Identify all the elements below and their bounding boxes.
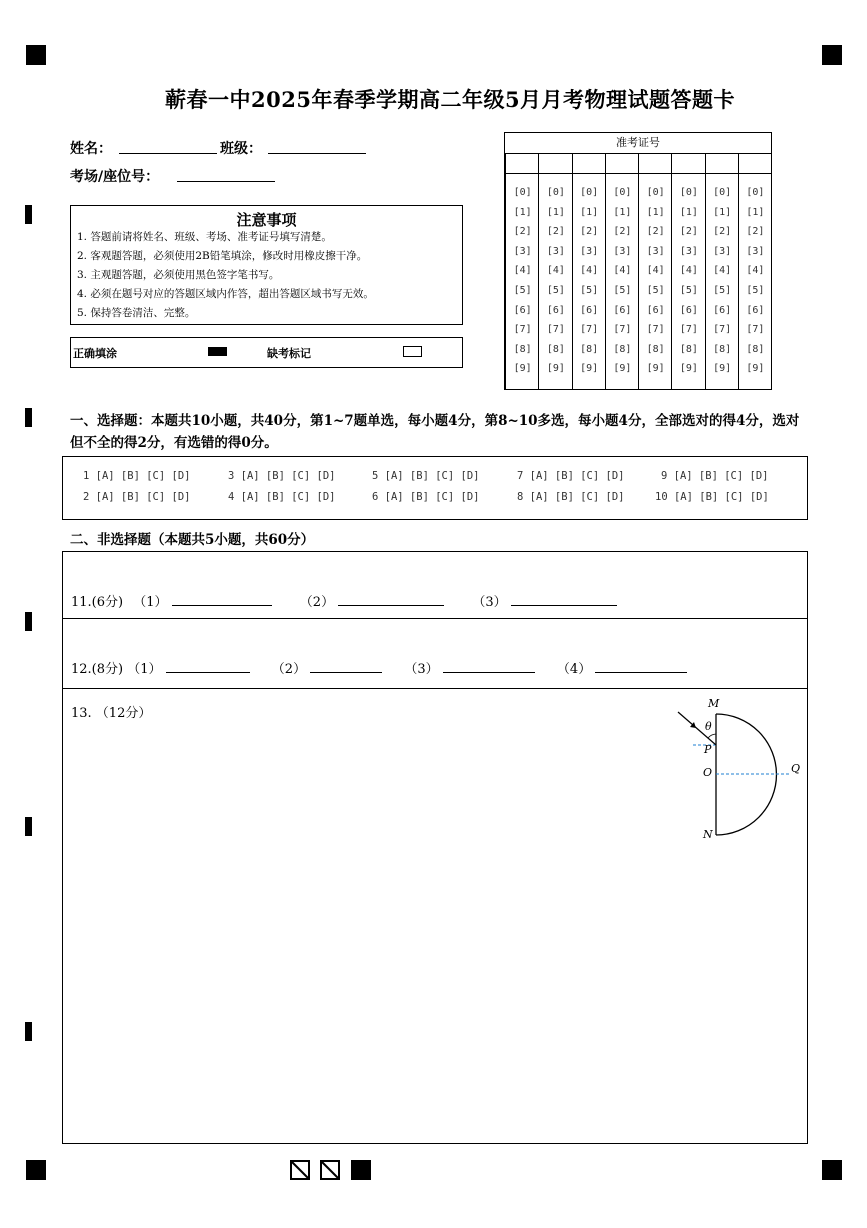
- choice-question[interactable]: 6 [A] [B] [C] [D]: [372, 491, 480, 503]
- absent-mark-label: 缺考标记: [267, 347, 311, 360]
- exam-id-digit-bubble[interactable]: [3]: [613, 245, 632, 257]
- exam-id-digit-bubble[interactable]: [8]: [513, 343, 532, 355]
- exam-id-digit-bubble[interactable]: [7]: [580, 324, 599, 336]
- exam-id-write-cell[interactable]: [539, 153, 572, 174]
- exam-id-digit-bubble[interactable]: [4]: [646, 265, 665, 277]
- exam-id-digit-bubble[interactable]: [1]: [746, 206, 765, 218]
- exam-id-column: [572, 153, 606, 389]
- exam-id-column: [638, 153, 672, 389]
- corner-marker-bottom-right: [822, 1160, 842, 1180]
- q11-blank-3[interactable]: [511, 592, 617, 606]
- timing-bar: [25, 612, 32, 631]
- exam-id-digit-bubble[interactable]: [4]: [513, 265, 532, 277]
- exam-id-digit-bubble[interactable]: [6]: [679, 304, 698, 316]
- name-label: 姓名：: [70, 141, 112, 157]
- exam-id-digit-bubble[interactable]: [8]: [746, 343, 765, 355]
- exam-id-digit-bubble[interactable]: [2]: [613, 226, 632, 238]
- notice-list: [77, 228, 374, 323]
- exam-id-digit-bubble[interactable]: [9]: [679, 363, 698, 375]
- page-title: 蕲春一中2025年春季学期高二年级5月月考物理试题答题卡: [165, 87, 736, 112]
- exam-id-digit-bubble[interactable]: [3]: [646, 245, 665, 257]
- exam-id-digit-bubble[interactable]: [8]: [713, 343, 732, 355]
- exam-id-digit-bubble[interactable]: [8]: [546, 343, 565, 355]
- exam-id-digit-bubble[interactable]: [2]: [513, 226, 532, 238]
- exam-id-digit-bubble[interactable]: [6]: [746, 304, 765, 316]
- exam-id-digit-bubble[interactable]: [5]: [513, 285, 532, 296]
- q13-answer-space[interactable]: [71, 722, 651, 1132]
- exam-id-write-cell[interactable]: [672, 153, 705, 174]
- exam-id-write-cell[interactable]: [506, 153, 539, 174]
- exam-id-digit-bubble[interactable]: [2]: [580, 226, 599, 238]
- exam-id-digit-bubble[interactable]: [8]: [580, 343, 599, 355]
- exam-id-digit-bubble[interactable]: [6]: [613, 304, 632, 316]
- exam-id-digit-bubble[interactable]: [7]: [546, 324, 565, 336]
- exam-id-write-cell[interactable]: [573, 153, 606, 174]
- q12-blank-1[interactable]: [166, 659, 250, 673]
- exam-id-digit-bubble[interactable]: [0]: [580, 187, 599, 198]
- exam-id-digit-bubble[interactable]: [4]: [580, 265, 599, 277]
- exam-id-digit-bubble[interactable]: [7]: [713, 324, 732, 336]
- exam-id-digit-bubble[interactable]: [3]: [580, 245, 599, 257]
- choice-question[interactable]: 4 [A] [B] [C] [D]: [228, 491, 336, 503]
- corner-marker-bottom-left: [26, 1160, 46, 1180]
- exam-id-digit-bubble[interactable]: [9]: [546, 363, 565, 375]
- exam-id-header: 准考证号: [505, 133, 771, 154]
- absent-mark-box[interactable]: [403, 346, 422, 357]
- timing-bar: [25, 408, 32, 427]
- divider: [63, 688, 807, 689]
- exam-id-digit-bubble[interactable]: [8]: [679, 343, 698, 355]
- label-O: O: [703, 766, 713, 779]
- exam-id-write-cell[interactable]: [639, 153, 672, 174]
- exam-id-digit-bubble[interactable]: [9]: [746, 363, 765, 375]
- q13-label: 13. （12分）: [71, 706, 152, 721]
- seat-field[interactable]: [177, 181, 275, 182]
- exam-id-digit-bubble[interactable]: [6]: [546, 304, 565, 316]
- class-field[interactable]: [268, 153, 366, 154]
- exam-id-grid: [504, 132, 772, 390]
- exam-id-digit-bubble[interactable]: [0]: [613, 187, 632, 198]
- exam-id-column: [671, 153, 705, 389]
- choice-question[interactable]: 2 [A] [B] [C] [D]: [83, 491, 191, 503]
- q11-part-label: （1）: [133, 595, 168, 610]
- exam-id-digit-bubble[interactable]: [0]: [679, 187, 698, 198]
- exam-id-digit-bubble[interactable]: [2]: [746, 226, 765, 238]
- semicircle-diagram: [663, 692, 803, 842]
- exam-id-digit-bubble[interactable]: [2]: [546, 226, 565, 238]
- q12-part-label: （4）: [556, 662, 592, 677]
- exam-id-digit-bubble[interactable]: [5]: [546, 285, 565, 296]
- exam-id-digit-bubble[interactable]: [1]: [613, 206, 632, 218]
- q12-blank-3[interactable]: [443, 659, 535, 673]
- timing-bar: [25, 205, 32, 224]
- q12-blank-4[interactable]: [595, 659, 687, 673]
- exam-id-digit-bubble[interactable]: [1]: [513, 206, 532, 218]
- notice-item: 5. 保持答卷清洁、完整。: [77, 307, 196, 319]
- corner-marker-top-right: [822, 45, 842, 65]
- exam-id-digit-bubble[interactable]: [3]: [679, 245, 698, 257]
- exam-id-digit-bubble[interactable]: [9]: [646, 363, 665, 375]
- notice-heading: 注意事项: [236, 211, 297, 229]
- exam-id-digit-bubble[interactable]: [4]: [713, 265, 732, 277]
- q12-part-label: （2）: [271, 662, 307, 677]
- label-N: N: [703, 828, 713, 841]
- q11-label: 11.(6分): [71, 595, 124, 610]
- exam-id-digit-bubble[interactable]: [6]: [580, 304, 599, 316]
- exam-id-digit-bubble[interactable]: [0]: [546, 187, 565, 198]
- exam-id-digit-bubble[interactable]: [6]: [646, 304, 665, 316]
- exam-id-digit-bubble[interactable]: [3]: [546, 245, 565, 257]
- exam-id-digit-bubble[interactable]: [5]: [746, 285, 765, 296]
- exam-id-digit-bubble[interactable]: [5]: [713, 285, 732, 296]
- exam-id-digit-bubble[interactable]: [6]: [513, 304, 532, 316]
- choice-question[interactable]: 1 [A] [B] [C] [D]: [83, 470, 191, 482]
- notice-box: [70, 205, 463, 325]
- exam-id-column: [605, 153, 639, 389]
- divider: [63, 618, 807, 619]
- exam-id-digit-bubble[interactable]: [5]: [613, 285, 632, 296]
- exam-id-write-cell[interactable]: [706, 153, 739, 174]
- label-P: P: [704, 743, 712, 756]
- exam-id-digit-bubble[interactable]: [4]: [613, 265, 632, 277]
- q12-label: 12.(8分): [71, 662, 124, 677]
- exam-id-digit-bubble[interactable]: [4]: [746, 265, 765, 277]
- exam-id-digit-bubble[interactable]: [7]: [679, 324, 698, 336]
- notice-item: 2. 客观题答题，必须使用2B铅笔填涂，修改时用橡皮擦干净。: [77, 250, 368, 262]
- question-12: [71, 658, 687, 677]
- exam-id-digit-bubble[interactable]: [9]: [613, 363, 632, 375]
- fill-legend: [70, 337, 463, 368]
- notice-item: 1. 答题前请将姓名、班级、考场、准考证号填写清楚。: [77, 231, 332, 243]
- timing-bar: [25, 1022, 32, 1041]
- exam-id-digit-bubble[interactable]: [1]: [679, 206, 698, 218]
- timing-bar: [25, 817, 32, 836]
- exam-id-digit-bubble[interactable]: [2]: [713, 226, 732, 238]
- exam-id-column: [505, 153, 539, 389]
- q12-part-label: （1）: [127, 662, 162, 677]
- exam-id-digit-bubble[interactable]: [0]: [513, 187, 532, 198]
- q11-part-label: （2）: [299, 595, 335, 610]
- notice-item: 4. 必须在题号对应的答题区域内作答，超出答题区域书写无效。: [77, 288, 374, 300]
- label-M: M: [708, 697, 720, 710]
- answer-area: [62, 551, 808, 1144]
- exam-id-digit-bubble[interactable]: [4]: [546, 265, 565, 277]
- exam-id-digit-bubble[interactable]: [3]: [746, 245, 765, 257]
- name-field[interactable]: [119, 153, 217, 154]
- q11-part-label: （3）: [472, 595, 507, 610]
- exam-id-digit-bubble[interactable]: [1]: [713, 206, 732, 218]
- page-code-marks: [290, 1160, 374, 1182]
- choice-question[interactable]: 5 [A] [B] [C] [D]: [372, 470, 480, 482]
- exam-id-digit-bubble[interactable]: [8]: [613, 343, 632, 355]
- exam-id-digit-bubble[interactable]: [9]: [513, 363, 532, 375]
- exam-id-digit-bubble[interactable]: [1]: [580, 206, 599, 218]
- exam-id-digit-bubble[interactable]: [2]: [679, 226, 698, 238]
- choice-question[interactable]: 3 [A] [B] [C] [D]: [228, 470, 336, 482]
- exam-id-digit-bubble[interactable]: [5]: [679, 285, 698, 296]
- exam-id-digit-bubble[interactable]: [1]: [646, 206, 665, 218]
- q12-blank-2[interactable]: [310, 659, 382, 673]
- label-theta: θ: [705, 720, 712, 733]
- exam-id-digit-bubble[interactable]: [8]: [646, 343, 665, 355]
- exam-id-column: [705, 153, 739, 389]
- exam-id-digit-bubble[interactable]: [6]: [713, 304, 732, 316]
- q11-blank-1[interactable]: [172, 592, 272, 606]
- choice-grid: [62, 456, 808, 520]
- exam-id-write-cell[interactable]: [606, 153, 639, 174]
- notice-item: 3. 主观题答题，必须使用黑色签字笔书写。: [77, 269, 280, 281]
- exam-id-digit-bubble[interactable]: [7]: [746, 324, 765, 336]
- exam-id-digit-bubble[interactable]: [7]: [646, 324, 665, 336]
- q11-blank-2[interactable]: [338, 592, 444, 606]
- section1-heading: 一、选择题：本题共10小题，共40分，第1~7题单选，每小题4分，第8~10多选，每小题4分，全部选对的得4分，选对但不全的得2分，有选错的得0分。: [70, 413, 800, 451]
- correct-fill-sample: [208, 347, 227, 356]
- choice-question[interactable]: 9 [A] [B] [C] [D]: [661, 470, 769, 482]
- exam-id-digit-bubble[interactable]: [0]: [646, 187, 665, 198]
- exam-id-digit-bubble[interactable]: [7]: [613, 324, 632, 336]
- class-label: 班级：: [220, 141, 262, 157]
- exam-id-column: [538, 153, 572, 389]
- exam-id-digit-bubble[interactable]: [5]: [580, 285, 599, 296]
- exam-id-write-cell[interactable]: [739, 153, 772, 174]
- corner-marker-top-left: [26, 45, 46, 65]
- label-Q: Q: [791, 762, 801, 775]
- exam-id-digit-bubble[interactable]: [3]: [713, 245, 732, 257]
- exam-id-digit-bubble[interactable]: [3]: [513, 245, 532, 257]
- choice-question[interactable]: 8 [A] [B] [C] [D]: [517, 491, 625, 503]
- q12-part-label: （3）: [404, 662, 439, 677]
- exam-id-digit-bubble[interactable]: [0]: [713, 187, 732, 198]
- question-11: [71, 591, 617, 610]
- exam-id-digit-bubble[interactable]: [5]: [646, 285, 665, 296]
- exam-id-column: [738, 153, 772, 389]
- correct-fill-label: 正确填涂: [73, 347, 117, 360]
- exam-id-digit-bubble[interactable]: [9]: [580, 363, 599, 375]
- exam-id-digit-bubble[interactable]: [1]: [546, 206, 565, 218]
- exam-id-digit-bubble[interactable]: [0]: [746, 187, 765, 198]
- exam-id-digit-bubble[interactable]: [9]: [713, 363, 732, 375]
- section2-heading: 二、非选择题（本题共5小题，共60分）: [70, 532, 315, 548]
- exam-id-digit-bubble[interactable]: [7]: [513, 324, 532, 336]
- choice-question[interactable]: 7 [A] [B] [C] [D]: [517, 470, 625, 482]
- exam-id-digit-bubble[interactable]: [4]: [679, 265, 698, 277]
- choice-question[interactable]: 10 [A] [B] [C] [D]: [655, 491, 769, 503]
- exam-id-digit-bubble[interactable]: [2]: [646, 226, 665, 238]
- seat-label: 考场/座位号：: [70, 169, 160, 185]
